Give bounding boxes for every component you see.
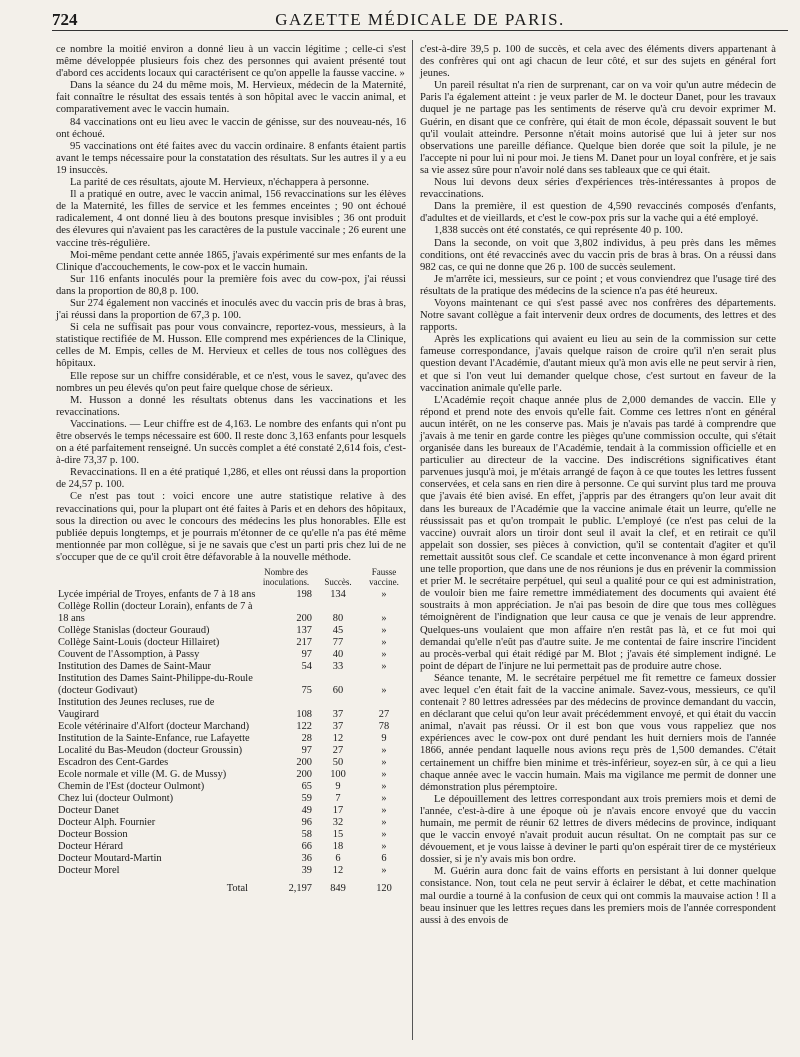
paragraph: 84 vaccinations ont eu lieu avec le vaccin de génisse, sur des nouveau-nés, 16 ont échoué.	[56, 116, 406, 140]
row-inoculations: 200	[296, 757, 312, 769]
row-institution: Collège Stanislas (docteur Gouraud)	[58, 625, 210, 637]
row-inoculations: 137	[296, 625, 312, 637]
paragraph: Le dépouillement des lettres correspondant aux trois premiers mois et demi de l'année, c'est-à-dire à une époque où je n'avais encore envoyé que du vaccin humain, me permit de réunir 62 lettres de divers médecins de province, indiquant que le vaccin envoyé n'avait produit aucun résultat. On ne comptait pas sur ce dévouement, et je vous laisse à deviner le parti qu'on espérait tirer de ce mystérieux dossier, si je n'y avais mis bon ordre.	[420, 793, 776, 866]
table-header-institution	[56, 568, 258, 589]
table-header-inoculations: Nombre des inoculations.	[262, 567, 310, 587]
row-false-vaccine: »	[381, 649, 387, 661]
table-row	[56, 865, 406, 877]
row-inoculations: 97	[301, 649, 312, 661]
row-institution: Institution des Dames de Saint-Maur	[58, 661, 211, 673]
table-row	[56, 649, 406, 661]
paragraph: Séance tenante, M. le secrétaire perpétuel me fit remettre ce fameux dossier avec lequel c'en était fait de la vaccine animale. Savez-vous, messieurs, ce qu'il contenait ? 80 lettres adressées par des médecins de province demandant du vaccin, en déclarant que celui qu'on leur avait précédemment envoyé, et qui était du vaccin animal, n'avait pas réussi. Or il est bon que vous vous rappeliez que nos expériences avec le cow-pox ont duré pendant les huit derniers mois de l'année 1866, année pendant laquelle nous avions reçu près de 1,500 demandes. C'était certainement un chiffre bien minime et très-inférieur, soyez-en sûr, à ce qui a lieu chaque année avec le vaccin humain. Mais ma vigilance me permit de donner une démonstration plus péremptoire.	[420, 672, 776, 793]
row-false-vaccine: »	[381, 769, 387, 781]
row-inoculations: 39	[301, 865, 312, 877]
row-successes: 6	[335, 853, 341, 865]
table-row	[56, 601, 406, 625]
column-divider	[412, 40, 413, 1040]
table-row	[56, 769, 406, 781]
table-row	[56, 757, 406, 769]
row-inoculations: 217	[296, 637, 312, 649]
total-label: Total	[226, 883, 248, 895]
row-false-vaccine: »	[381, 841, 387, 853]
table-row	[56, 673, 406, 697]
row-successes: 9	[335, 781, 341, 793]
table-row	[56, 829, 406, 841]
row-institution: Docteur Bossion	[58, 829, 128, 841]
paragraph: Elle repose sur un chiffre considérable, et ce n'est, vous le savez, qu'avec des nombres un peu élevés qu'on peut faire quelque chose de sérieux.	[56, 370, 406, 394]
row-inoculations: 200	[296, 769, 312, 781]
table-body	[56, 589, 406, 877]
row-successes: 134	[330, 589, 346, 601]
row-institution: Couvent de l'Assomption, à Passy	[58, 649, 200, 661]
right-paragraphs	[420, 44, 776, 927]
table-total-row	[56, 877, 406, 895]
row-successes: 18	[332, 841, 344, 853]
paragraph: L'Académie reçoit chaque année plus de 2,000 demandes de vaccin. Elle y répond et prend note des envois qu'elle fait. Comme ces lettres n'ont en général aucun intérêt, on ne les conserve pas. Mais je n'avais pas tardé à comprendre que j'avais à me tenir en garde contre les pièges qu'une commission occulte, qui s'était organisée dans les bureaux de l'Académie, tendait à la commission officielle et en particulier au directeur de la vaccine. Des indiscrétions significatives étant parvenues jusqu'à moi, je m'étais arrangé de façon à ce que toutes les lettres fussent conservées, et cela sans en rien dire à personne. Ce qui survint plus tard me prouva que j'avais été bien avisé. En effet, j'appris par des étrangers qu'on leur avait dit dans les bureaux de l'Académie que la vaccine animale était un leurre, qu'elle ne réussissait pas et qu'on trompait le public. L'employé (ce n'est pas celui de la vaccine) ouvrait alors un tiroir dont seul il avait la clef, et en retirait ce qu'il appelait son dossier, ses pièces à conviction, qu'il se contentait d'agiter et qu'il remettait aussitôt sous clef. Ce scandale et cette inconvenance à mon égard prirent une telle proportion, que dans une de nos réunions je dus en prévenir la commission et prier M. le secrétaire perpétuel, qui seul a qualité pour ce qui est administration, de vouloir bien me faire remettre immédiatement des documents qui avaient été soustraits à mon appréciation. Je n'ai pas besoin de dire que tous mes collègues témoignèrent de l'indignation que leur causa ce que je venais de leur apprendre. Quelques-uns voulaient que mon affaire n'en restât pas là, et ce fut moi qui demandai qu'elle n'eût pas d'autre suite. Je me contentai de faire inscrire l'incident au procès-verbal qui était rédigé par M. Blot ; j'avais été simplement indigné. Le point de départ de l'injure ne lui permettait pas de produire autre chose.	[420, 394, 776, 672]
row-false-vaccine: 6	[381, 853, 387, 865]
row-false-vaccine: »	[381, 637, 387, 649]
paragraph: 95 vaccinations ont été faites avec du vaccin ordinaire. 8 enfants étaient partis avant le temps nécessaire pour la constatation des résultats. Sur les autres il y a eu 19 insuccès.	[56, 140, 406, 176]
row-inoculations: 28	[301, 733, 312, 745]
row-successes: 60	[332, 685, 344, 697]
row-inoculations: 200	[296, 613, 312, 625]
total-inoculations: 2,197	[288, 883, 312, 895]
table-row	[56, 841, 406, 853]
page-header	[52, 8, 788, 31]
row-successes: 7	[335, 793, 341, 805]
right-column	[420, 44, 776, 927]
table-row	[56, 733, 406, 745]
row-inoculations: 36	[301, 853, 312, 865]
row-successes: 80	[332, 613, 344, 625]
row-successes: 100	[330, 769, 346, 781]
row-successes: 12	[332, 865, 344, 877]
row-inoculations: 198	[296, 589, 312, 601]
row-successes: 15	[332, 829, 344, 841]
row-false-vaccine: »	[381, 589, 387, 601]
paragraph: Sur 274 également non vaccinés et inoculés avec du vaccin pris de bras à bras, j'ai réussi dans la proportion de 67,3 p. 100.	[56, 297, 406, 322]
row-false-vaccine: »	[381, 757, 387, 769]
row-inoculations: 66	[301, 841, 312, 853]
paragraph: Si cela ne suffisait pas pour vous convaincre, reportez-vous, messieurs, à la statistique rectifiée de M. Husson. Elle comprend mes expériences de la Clinique, celles de M. Empis, celles de M. Hervieux et celles de tous nos collègues des hôpitaux.	[56, 322, 406, 370]
row-institution: Institution des Jeunes recluses, rue de Vaugirard	[58, 697, 215, 721]
row-institution: Collège Saint-Louis (docteur Hillairet)	[58, 637, 220, 649]
row-institution: Chez lui (docteur Oulmont)	[58, 793, 174, 805]
row-false-vaccine: »	[381, 613, 387, 625]
row-institution: Ecole vétérinaire d'Alfort (docteur Marchand)	[58, 721, 250, 733]
row-successes: 40	[332, 649, 344, 661]
table-row	[56, 589, 406, 601]
row-false-vaccine: »	[381, 817, 387, 829]
row-inoculations: 58	[301, 829, 312, 841]
row-false-vaccine: 9	[381, 733, 387, 745]
paragraph: Moi-même pendant cette année 1865, j'avais expérimenté sur mes enfants de la Clinique d'accouchements, le cow-pox et le vaccin humain.	[56, 249, 406, 273]
row-successes: 45	[332, 625, 344, 637]
paragraph: M. Husson a donné les résultats obtenus dans les vaccinations et les revaccinations.	[56, 394, 406, 418]
row-institution: Docteur Morel	[58, 865, 120, 877]
row-institution: Chemin de l'Est (docteur Oulmont)	[58, 781, 205, 793]
row-institution: Docteur Alph. Fournier	[58, 817, 156, 829]
table-row	[56, 781, 406, 793]
row-institution: Docteur Moutard-Martin	[58, 853, 162, 865]
table-row	[56, 637, 406, 649]
row-false-vaccine: »	[381, 661, 387, 673]
left-paragraphs	[56, 44, 406, 564]
row-false-vaccine: »	[381, 781, 387, 793]
paragraph: Ce n'est pas tout : voici encore une autre statistique relative à des revaccinations qui, pour la plupart ont été faites à Paris et en dehors des hôpitaux, sous la direction ou avec le concours des médecins les plus honorables. Elle est publiée depuis longtemps, et je pourrais m'étonner de ce qu'elle n'a pas été même mentionnée par mon collègue, si je ne savais que c'est un parti pris chez lui de ne s'occuper que de ce qu'il croit être défavorable à la nouvelle méthode.	[56, 491, 406, 563]
table-row	[56, 661, 406, 673]
row-false-vaccine: »	[381, 745, 387, 757]
row-institution: Localité du Bas-Meudon (docteur Groussin)	[58, 745, 243, 757]
row-successes: 12	[332, 733, 344, 745]
row-false-vaccine: »	[381, 829, 387, 841]
table-row	[56, 745, 406, 757]
table-header-row	[56, 568, 406, 589]
paragraph: M. Guérin aura donc fait de vains efforts en persistant à lui donner quelque consistance. Non, tout cela ne peut servir à éclairer le débat, et cette machination mal ourdie a tourné à la confusion de ceux qui ont commis la mauvaise action ! Il a beau insinuer que les lettres reçues dans les premiers mois de l'année correspondent aussi à des envois de	[420, 866, 776, 926]
table-header-successes: Succès.	[324, 576, 352, 587]
row-institution: Docteur Hérard	[58, 841, 123, 853]
row-false-vaccine: »	[381, 793, 387, 805]
row-false-vaccine: 27	[378, 709, 390, 721]
row-false-vaccine: 78	[378, 721, 390, 733]
row-successes: 33	[332, 661, 344, 673]
row-inoculations: 65	[301, 781, 312, 793]
paragraph: Vaccinations. — Leur chiffre est de 4,163. Le nombre des enfants qui n'ont pu être observés le temps nécessaire est 600. Il reste donc 3,163 enfants pour lesquels on a été parfaitement renseigné. Un succès complet a été constaté 2,614 fois, c'est-à-dire 73,37 p. 100.	[56, 418, 406, 467]
row-successes: 50	[332, 757, 344, 769]
paragraph: Je m'arrête ici, messieurs, sur ce point ; et vous conviendrez que l'usage tiré des résultats de la pratique des médecins de la science n'a pas été heureux.	[420, 273, 776, 297]
table-row	[56, 721, 406, 733]
running-title: GAZETTE MÉDICALE DE PARIS.	[275, 10, 565, 29]
table-row	[56, 625, 406, 637]
row-false-vaccine: »	[381, 805, 387, 817]
row-inoculations: 75	[301, 685, 312, 697]
paragraph: Il a pratiqué en outre, avec le vaccin animal, 156 revaccinations sur les élèves de la Maternité, les filles de service et les femmes enceintes ; 90 ont échoué radicalement, 4 ont donné lieu à des boutons presque invisibles ; 36 ont produit des élevures qui n'avaient pas les caractères de la pustule vaccinale ; 26 eurent une vaccine très-régulière.	[56, 189, 406, 249]
paragraph: Après les explications qui avaient eu lieu au sein de la commission sur cette fameuse correspondance, j'avais quelque raison de croire qu'il n'en serait plus question devant l'Académie, d'autant mieux qu'à mon avis elle ne peut servir à rien, et que si l'on veut lui demander quelque chose, c'est surtout en faveur de la vaccination animale qu'elle parle.	[420, 334, 776, 394]
left-column	[56, 44, 406, 895]
row-institution: Lycée impérial de Troyes, enfants de 7 à 18 ans	[58, 589, 256, 601]
table-row	[56, 805, 406, 817]
row-successes: 32	[332, 817, 344, 829]
row-inoculations: 108	[296, 709, 312, 721]
row-successes: 37	[332, 709, 344, 721]
total-successes: 849	[330, 883, 346, 895]
table-row	[56, 697, 406, 721]
row-inoculations: 59	[301, 793, 312, 805]
row-institution: Institution de la Sainte-Enfance, rue Lafayette	[58, 733, 250, 745]
row-inoculations: 122	[296, 721, 312, 733]
row-inoculations: 97	[301, 745, 312, 757]
row-successes: 27	[332, 745, 344, 757]
row-successes: 37	[332, 721, 344, 733]
paragraph: Sur 116 enfants inoculés pour la première fois avec du cow-pox, j'ai réussi dans la proportion de 80,8 p. 100.	[56, 273, 406, 297]
row-institution: Ecole normale et ville (M. G. de Mussy)	[58, 769, 227, 781]
row-institution: Escadron des Cent-Gardes	[58, 757, 169, 769]
row-institution: Docteur Danet	[58, 805, 119, 817]
row-institution: Institution des Dames Saint-Philippe-du-Roule (docteur Godivaut)	[58, 673, 253, 697]
paragraph: ce nombre la moitié environ a donné lieu à un vaccin légitime ; celle-ci s'est même développée plusieurs fois chez des personnes qui avaient présenté tout d'abord ces accidents locaux qui caractérisent ce qu'on appelle la fausse vaccine. »	[56, 44, 406, 80]
paragraph: La parité de ces résultats, ajoute M. Hervieux, n'échappera à personne.	[70, 177, 369, 189]
row-successes: 77	[332, 637, 344, 649]
row-successes: 17	[332, 805, 344, 817]
revaccination-table	[56, 568, 406, 895]
paragraph: Nous lui devons deux séries d'expériences très-intéressantes à propos de revaccinations.	[420, 177, 776, 201]
row-false-vaccine: »	[381, 625, 387, 637]
table-row	[56, 817, 406, 829]
paragraph: c'est-à-dire 39,5 p. 100 de succès, et cela avec des éléments divers appartenant à des confrères qui ont agi chacun de leur côté, et sur des sujets en général fort jeunes.	[420, 44, 776, 80]
paragraph: Dans la première, il est question de 4,590 revaccinés composés d'enfants, d'adultes et de vieillards, et c'est le cow-pox pris sur la vache qui a été employé.	[420, 201, 776, 225]
row-false-vaccine: »	[381, 865, 387, 877]
total-false-vaccine: 120	[376, 883, 392, 895]
row-inoculations: 54	[301, 661, 312, 673]
table-header-false-vaccine: Fausse vaccine.	[369, 567, 399, 587]
paragraph: Voyons maintenant ce qui s'est passé avec nos confrères des départements. Notre savant collègue a fait intervenir deux ordres de documents, des lettres et des rapports.	[420, 297, 776, 334]
row-inoculations: 96	[301, 817, 312, 829]
paragraph: Un pareil résultat n'a rien de surprenant, car on va voir qu'un autre médecin de Paris l'a également atteint : je veux parler de M. le docteur Danet, pour les travaux duquel je ne partage pas les sentiments de réserve qu'à cru devoir exprimer M. Guérin, en disant que ce confrère, qui était de mon école, dépassait souvent le but qu'il voulait atteindre. Personne n'était moins autorisé que lui à jeter sur nos observations une pareille défiance. Quelque bien dorée que soit la pilule, je ne l'accepte ni pour lui ni pour moi. Je tiens M. Danet pour un loyal confrère, et je sais sa vie assez sûre pour n'avoir nolé dans ses tableaux que ce qui était.	[420, 80, 776, 176]
paragraph: Revaccinations. Il en a été pratiqué 1,286, et elles ont réussi dans la proportion de 24,57 p. 100.	[56, 467, 406, 491]
row-institution: Collège Rollin (docteur Lorain), enfants de 7 à 18 ans	[58, 601, 253, 625]
table-row	[56, 853, 406, 865]
row-false-vaccine: »	[381, 685, 387, 697]
paragraph: Dans la séance du 24 du même mois, M. Hervieux, médecin de la Maternité, fait connaître le résultat des essais tentés à son hôpital avec le vaccin animal, et comparativement avec le vaccin humain.	[56, 80, 406, 116]
table-row	[56, 793, 406, 805]
page-number: 724	[52, 10, 78, 29]
paragraph: 1,838 succès ont été constatés, ce qui représente 40 p. 100.	[434, 225, 683, 237]
row-inoculations: 49	[301, 805, 312, 817]
paragraph: Dans la seconde, on voit que 3,802 individus, à peu près dans les mêmes conditions, ont été revaccinés avec du vaccin pris de bras à bras. On a réussi dans 982 cas, ce qui ne donne que 26 p. 100 de succès seulement.	[420, 237, 776, 273]
